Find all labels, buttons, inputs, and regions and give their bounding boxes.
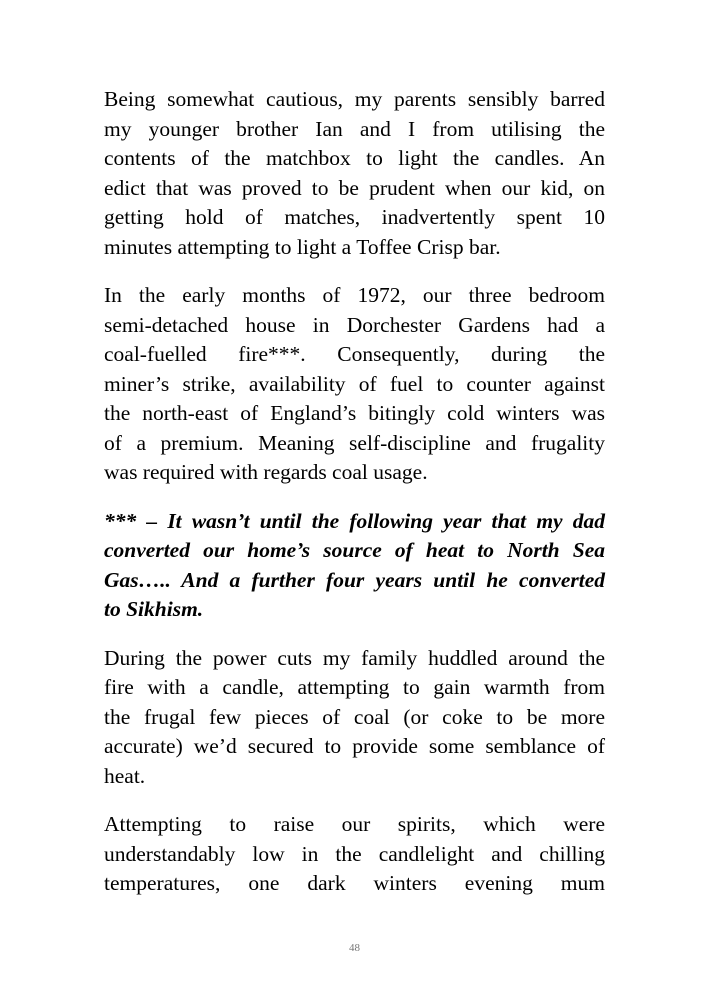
text-line: to Sikhism. — [104, 597, 204, 621]
text-line: minutes attempting to light a Toffee Crisp bar. — [104, 234, 501, 259]
text-line: contents of the matchbox to light the candles. An — [104, 146, 605, 170]
body-paragraph — [104, 644, 605, 792]
text-line: Being somewhat cautious, my parents sensibly barred — [104, 87, 605, 111]
text-line: getting hold of matches, inadvertently spent 10 — [104, 205, 605, 229]
text-line: the north-east of England’s bitingly cold winters was — [104, 401, 605, 425]
text-line: accurate) we’d secured to provide some semblance of — [104, 734, 605, 758]
text-line: my younger brother Ian and I from utilising the — [104, 116, 605, 141]
text-line: coal-fuelled fire***. Consequently, during the — [104, 342, 605, 366]
text-line: edict that was proved to be prudent when our kid, on — [104, 175, 605, 200]
text-line: *** – It wasn’t until the following year that my dad — [104, 508, 605, 533]
text-line: the frugal few pieces of coal (or coke to be more — [104, 704, 605, 729]
text-line: understandably low in the candlelight and chilling — [104, 841, 605, 866]
text-line: fire with a candle, attempting to gain warmth from — [104, 675, 605, 699]
text-line: of a premium. Meaning self-discipline and frugality — [104, 430, 605, 455]
text-line: Gas….. And a further four years until he converted — [104, 567, 605, 592]
text-line: miner’s strike, availability of fuel to counter against — [104, 371, 605, 396]
text-line: During the power cuts my family huddled around the — [104, 645, 605, 670]
text-line: converted our home’s source of heat to North Sea — [104, 538, 605, 562]
text-line: In the early months of 1972, our three bedroom — [104, 283, 605, 307]
page-number: 48 — [349, 942, 360, 954]
text-line: temperatures, one dark winters evening mum — [104, 871, 605, 895]
text-line: Attempting to raise our spirits, which were — [104, 812, 605, 836]
text-line: heat. — [104, 763, 146, 788]
footnote-paragraph — [104, 507, 605, 625]
text-line: was required with regards coal usage. — [104, 460, 428, 484]
body-paragraph — [104, 281, 605, 488]
body-paragraph — [104, 810, 605, 899]
text-line: semi-detached house in Dorchester Gardens had a — [104, 312, 605, 337]
page-body — [104, 85, 605, 918]
body-paragraph — [104, 85, 605, 262]
